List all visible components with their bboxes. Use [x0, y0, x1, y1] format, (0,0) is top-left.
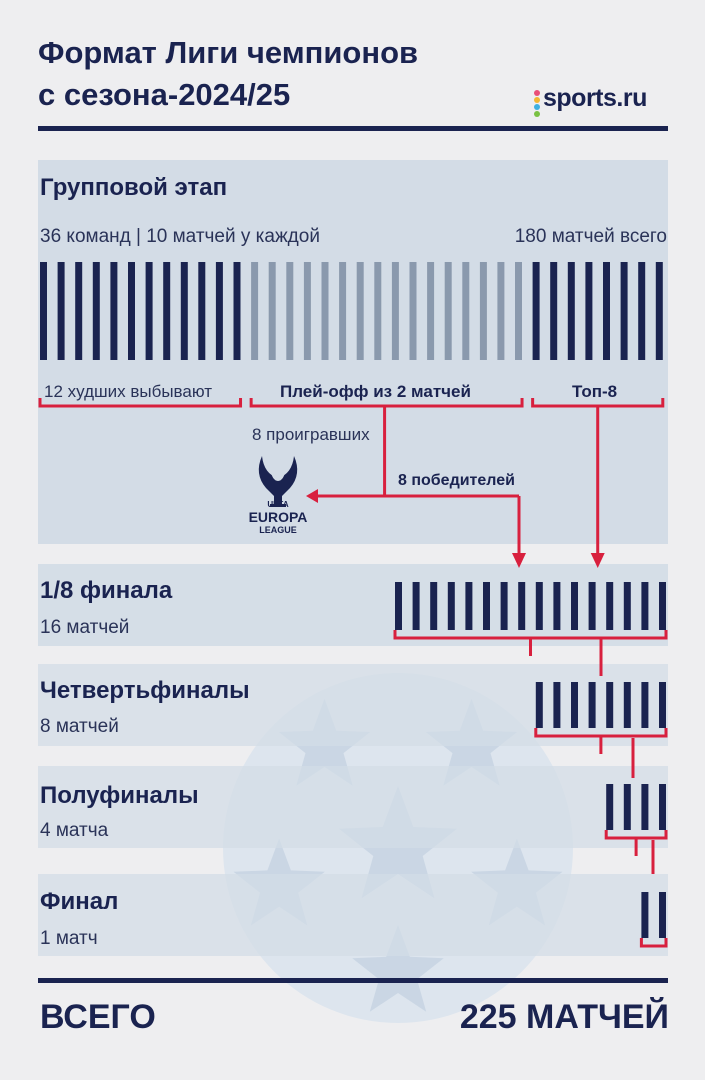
label-eliminated: 12 худших выбывают	[44, 382, 213, 401]
group-stage-bar	[374, 262, 381, 360]
group-stage-bar	[515, 262, 522, 360]
round-bar	[624, 784, 631, 830]
group-stage-bar	[286, 262, 293, 360]
round-bracket	[536, 728, 666, 736]
final-matches: 1 матч	[40, 928, 98, 949]
round-bar	[571, 682, 578, 728]
group-stage-bar	[533, 262, 540, 360]
final-title: Финал	[40, 888, 119, 915]
logo-text: sports.ru	[543, 84, 647, 112]
group-stage-bar	[216, 262, 223, 360]
group-stage-bar	[462, 262, 469, 360]
europa-league-text: LEAGUE	[259, 525, 297, 535]
round-bar	[448, 582, 455, 630]
total-label: ВСЕГО	[40, 998, 156, 1036]
group-stage-title: Групповой этап	[40, 174, 228, 201]
group-stage-bar	[251, 262, 258, 360]
round-bar	[659, 784, 666, 830]
round-bar	[589, 682, 596, 728]
group-stage-bar	[568, 262, 575, 360]
round-bar	[413, 582, 420, 630]
group-stage-bar	[198, 262, 205, 360]
round-bar	[483, 582, 490, 630]
top-8-arrowhead	[591, 553, 605, 568]
group-stage-bar	[110, 262, 117, 360]
round-bar	[518, 582, 525, 630]
group-stage-bar	[128, 262, 135, 360]
group-stage-bar	[585, 262, 592, 360]
group-stage-bar	[621, 262, 628, 360]
group-stage-bar	[304, 262, 311, 360]
round-bar	[659, 892, 666, 938]
title-line-2: с сезона-2024/25	[38, 77, 291, 112]
round-bar	[571, 582, 578, 630]
matches-total: 180 матчей всего	[514, 226, 667, 247]
group-stage-bar	[497, 262, 504, 360]
label-winners: 8 победителей	[398, 472, 515, 489]
round-bar	[430, 582, 437, 630]
label-playoff: Плей-офф из 2 матчей	[280, 382, 471, 401]
round-bar	[501, 582, 508, 630]
group-stage-bar	[181, 262, 188, 360]
europa-main-text: EUROPA	[248, 509, 308, 525]
group-stage-bar	[656, 262, 663, 360]
semifinals-title: Полуфиналы	[40, 782, 199, 809]
total-value: 225 МАТЧЕЙ	[459, 998, 669, 1036]
semifinals-matches: 4 матча	[40, 820, 109, 841]
round-bar	[553, 682, 560, 728]
round-bar	[606, 582, 613, 630]
group-stage-bar	[480, 262, 487, 360]
group-stage-bar	[93, 262, 100, 360]
group-stage-bar	[339, 262, 346, 360]
group-stage-bar	[603, 262, 610, 360]
round-bracket	[395, 630, 666, 638]
quarterfinals-matches: 8 матчей	[40, 716, 119, 737]
round-bar	[659, 582, 666, 630]
round-bar	[641, 784, 648, 830]
quarterfinals-title: Четвертьфиналы	[40, 677, 250, 704]
round-bar	[624, 582, 631, 630]
label-top-8: Топ-8	[572, 382, 618, 401]
round-bar	[553, 582, 560, 630]
group-stage-bar	[58, 262, 65, 360]
teams-info: 36 команд | 10 матчей у каждой	[40, 226, 320, 247]
group-stage-bar	[40, 262, 47, 360]
round-bar	[465, 582, 472, 630]
round-bar	[624, 682, 631, 728]
round-of-16-matches: 16 матчей	[40, 617, 130, 638]
round-bar	[606, 784, 613, 830]
group-stage-bar	[75, 262, 82, 360]
round-bar	[641, 682, 648, 728]
group-stage-bar	[357, 262, 364, 360]
group-stage-bar	[410, 262, 417, 360]
round-bar	[659, 682, 666, 728]
group-stage-bar	[322, 262, 329, 360]
round-of-16-title: 1/8 финала	[40, 577, 173, 604]
round-bracket	[606, 830, 666, 838]
title-line-1: Формат Лиги чемпионов	[38, 35, 419, 70]
round-bracket	[641, 938, 666, 946]
group-stage-bar	[234, 262, 241, 360]
group-stage-bar	[392, 262, 399, 360]
group-stage-bar	[146, 262, 153, 360]
group-stage-bar	[550, 262, 557, 360]
round-bar	[641, 582, 648, 630]
round-bar	[395, 582, 402, 630]
group-stage-bar	[638, 262, 645, 360]
round-bar	[589, 582, 596, 630]
label-losers: 8 проигравших	[252, 425, 370, 444]
round-bar	[536, 582, 543, 630]
winners-arrowhead	[512, 553, 526, 568]
group-stage-bar	[163, 262, 170, 360]
europa-uefa-text: UEFA	[267, 500, 289, 509]
group-stage-bar	[427, 262, 434, 360]
round-bar	[606, 682, 613, 728]
group-stage-bar	[445, 262, 452, 360]
group-stage-bar	[269, 262, 276, 360]
round-bar	[536, 682, 543, 728]
europa-league-logo	[240, 448, 316, 538]
round-bar	[641, 892, 648, 938]
